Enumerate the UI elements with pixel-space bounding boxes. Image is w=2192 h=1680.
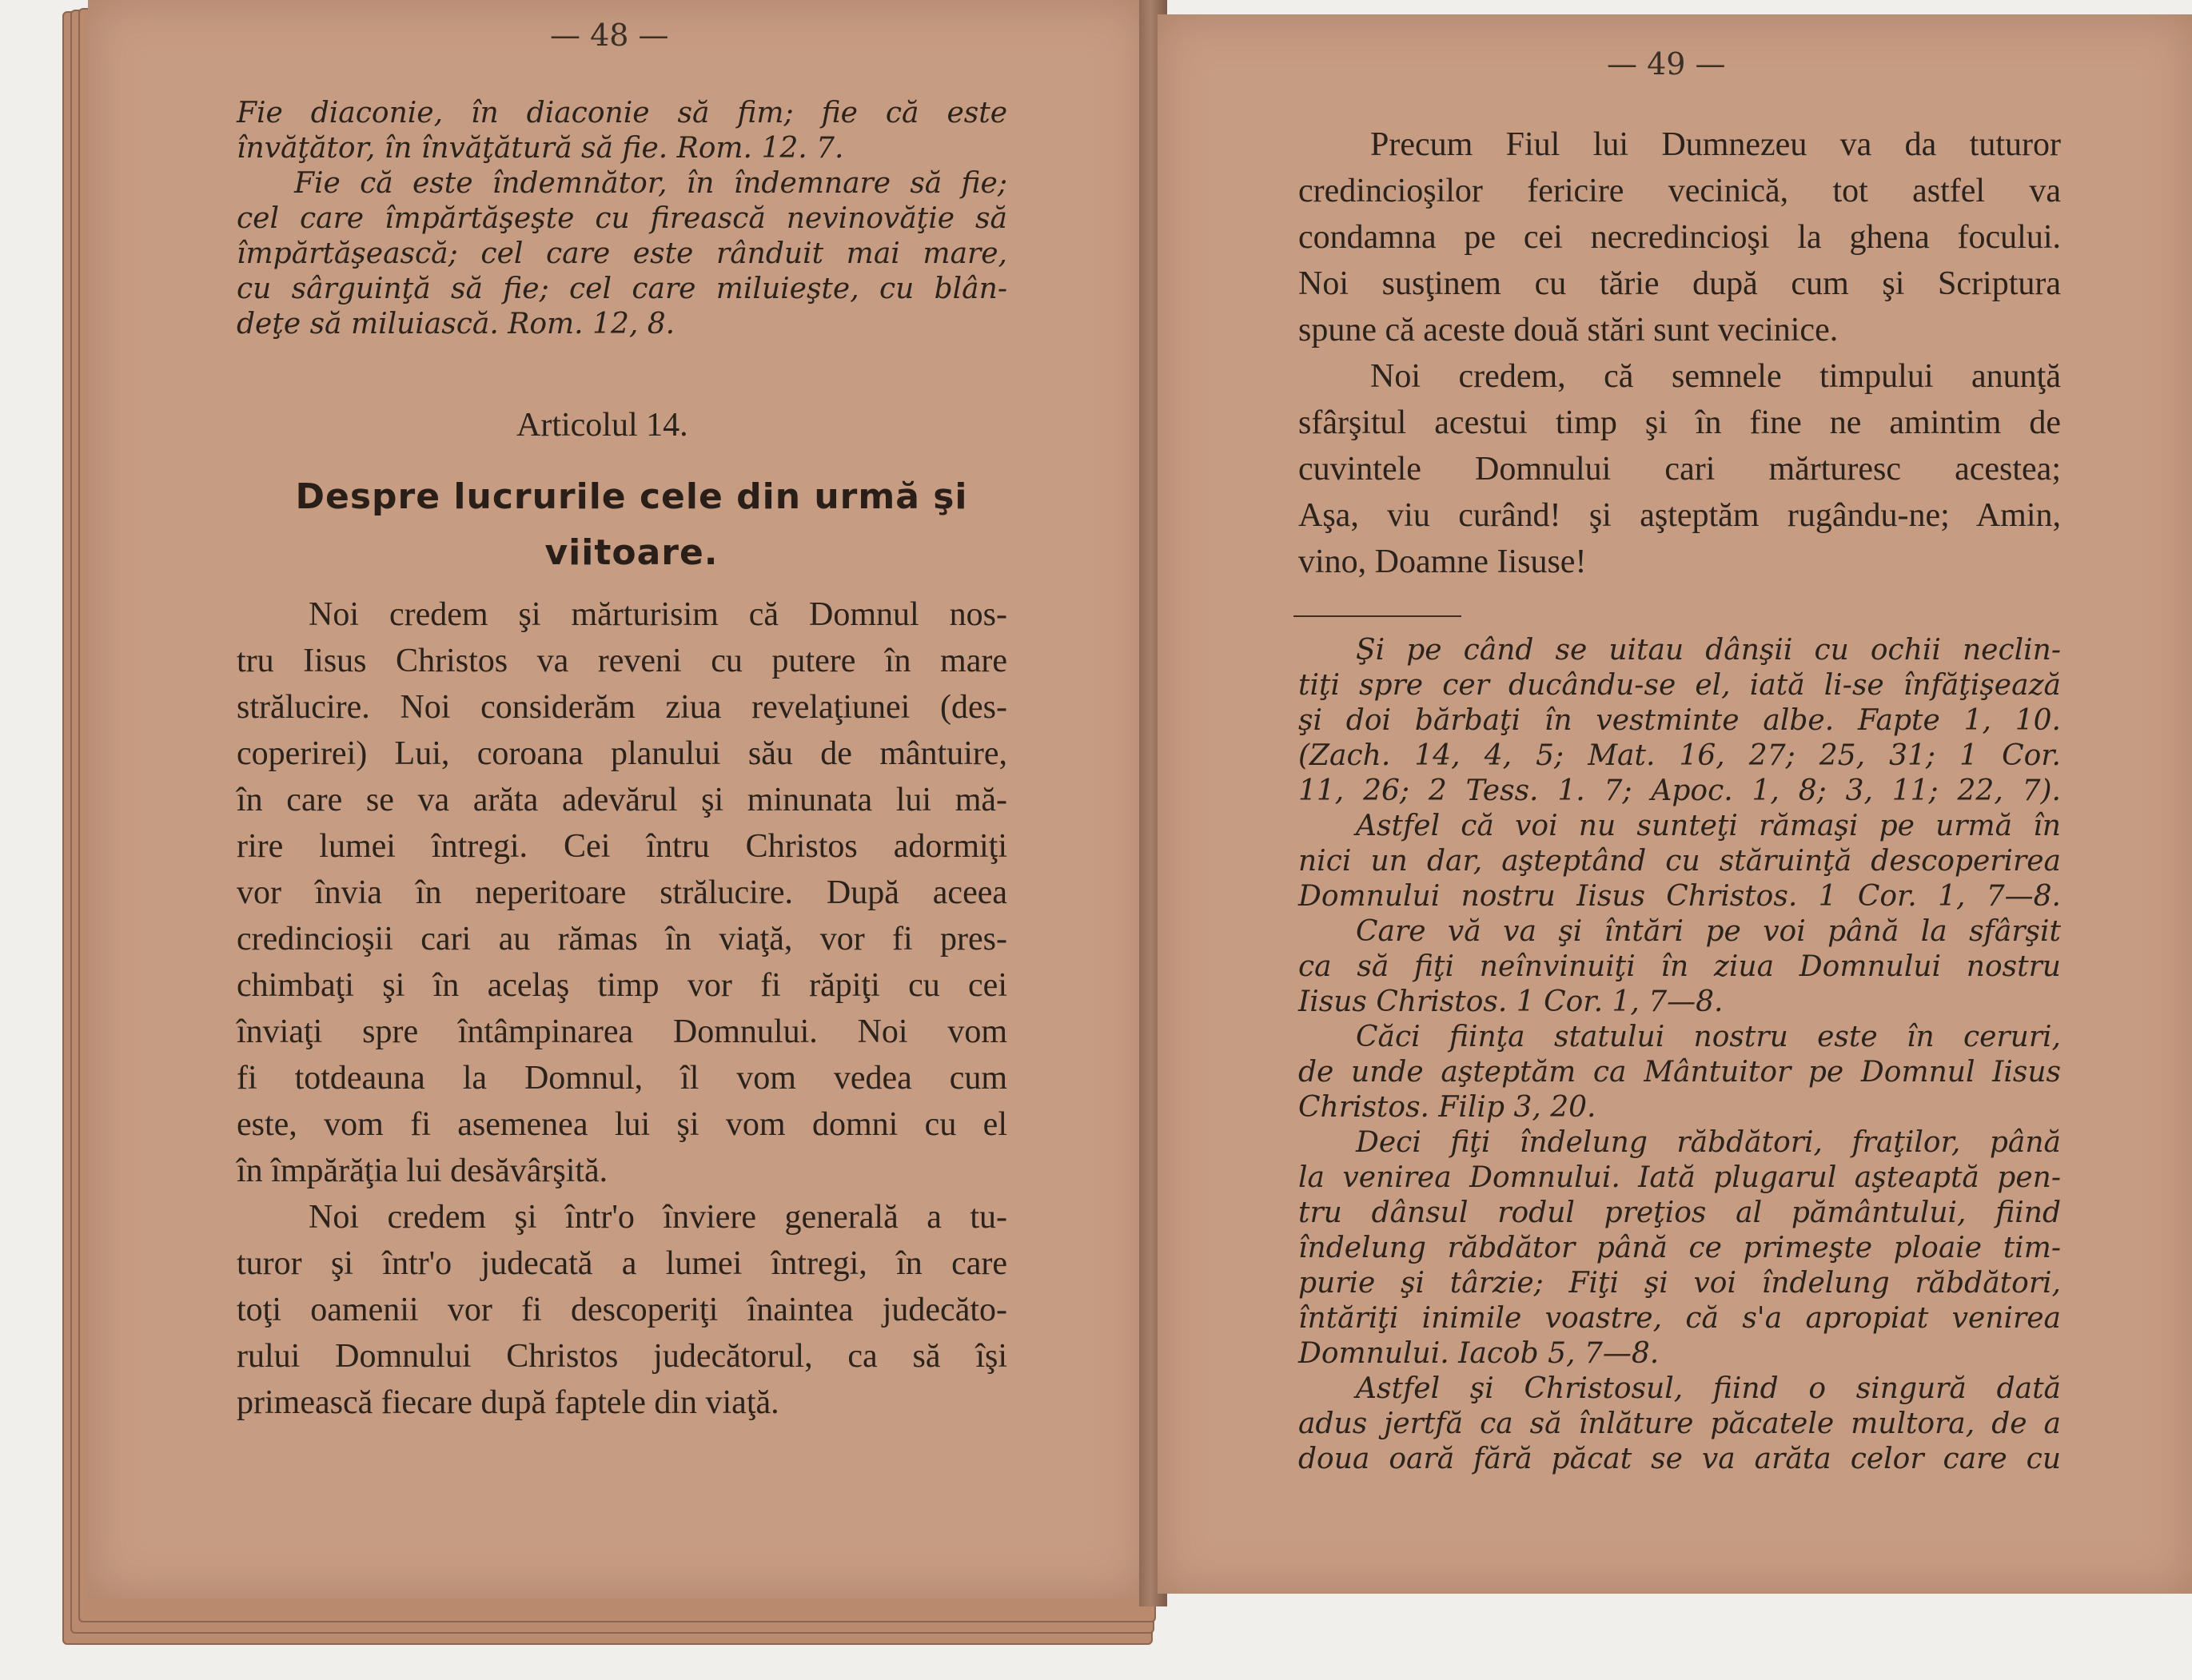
quote-line: cel care împărtăşeşte cu firească nevinovăţie să <box>237 202 1007 235</box>
body-line: primească fiecare după faptele din viaţă. <box>237 1384 779 1421</box>
body-line: condamna pe cei necredincioşi la ghena focului. <box>1298 219 2061 256</box>
article-heading-cont: viitoare. <box>544 532 719 573</box>
body-line: Noi credem şi într'o înviere generală a tu- <box>309 1199 1007 1236</box>
quote-line: Fie diaconie, în diaconie să fim; fie că este <box>237 97 1007 129</box>
quote-line: Christos. Filip 3, 20. <box>1298 1091 1596 1124</box>
body-line: Precum Fiul lui Dumnezeu va da tuturor <box>1370 126 2061 163</box>
body-line: Noi credem, că semnele timpului anunţă <box>1370 358 2061 395</box>
quote-line: împărtăşească; cel care este rânduit mai mare, <box>237 237 1007 270</box>
body-line: tru Iisus Christos va reveni cu putere în mare <box>237 643 1007 679</box>
quote-line: deţe să miluiască. Rom. 12, 8. <box>237 308 676 340</box>
quote-line: Care vă va şi întări pe voi până la sfârşit <box>1356 915 2061 948</box>
quote-line: întăriţi inimile voastre, că s'a apropiat venirea <box>1298 1302 2061 1335</box>
body-line: Noi susţinem cu tărie după cum şi Scriptura <box>1298 265 2061 302</box>
quote-line: doua oară fără păcat se va arăta celor care cu <box>1298 1443 2061 1475</box>
left-intro-quote <box>237 96 1007 342</box>
quote-line: (Zach. 14, 4, 5; Mat. 16, 27; 25, 31; 1 Cor. <box>1298 739 2061 772</box>
quote-line: Căci fiinţa statului nostru este în ceruri, <box>1356 1021 2061 1053</box>
body-line: înviaţi spre întâmpinarea Domnului. Noi vom <box>237 1013 1007 1050</box>
quote-line: Domnului nostru Iisus Christos. 1 Cor. 1, 7—8. <box>1298 880 2061 913</box>
quote-line: ca să fiţi neînvinuiţi în ziua Domnului nostru <box>1298 950 2061 983</box>
quote-line: şi doi bărbaţi în vestminte albe. Fapte 1, 10. <box>1298 704 2061 737</box>
body-line: rului Domnului Christos judecătorul, ca să îşi <box>237 1338 1007 1375</box>
page-number-left: — 48 — <box>550 18 669 53</box>
quote-line: 11, 26; 2 Tess. 1. 7; Apoc. 1, 8; 3, 11; 22, 7). <box>1298 774 2061 807</box>
body-line: fi totdeauna la Domnul, îl vom vedea cum <box>237 1060 1007 1097</box>
body-line: credincioşii cari au rămas în viaţă, vor fi pres- <box>237 921 1007 957</box>
quote-line: Domnului. Iacob 5, 7—8. <box>1298 1337 1660 1370</box>
quote-line: Deci fiţi îndelung răbdători, fraţilor, până <box>1356 1126 2061 1159</box>
body-line: chimbaţi şi în acelaş timp vor fi răpiţi cu cei <box>237 967 1007 1004</box>
quote-line: Iisus Christos. 1 Cor. 1, 7—8. <box>1298 985 1724 1018</box>
right-scripture-quotes <box>1298 633 2061 1477</box>
body-line: în care se va arăta adevărul şi minunata lui mă- <box>237 782 1007 818</box>
article-label: Articolul 14. <box>516 407 688 444</box>
quote-line: nici un dar, aşteptând cu stăruinţă descoperirea <box>1298 845 2061 878</box>
body-line: strălucire. Noi considerăm ziua revelaţiunei (des- <box>237 689 1007 726</box>
quote-line: învăţător, în învăţătură să fie. Rom. 12. 7. <box>237 132 844 165</box>
body-line: Aşa, viu curând! şi aşteptăm rugându-ne; Amin, <box>1298 497 2061 534</box>
body-line: rire lumei întregi. Cei întru Christos adormiţi <box>237 828 1007 865</box>
body-line: coperirei) Lui, coroana planului său de mântuire, <box>237 735 1007 772</box>
body-line: este, vom fi asemenea lui şi vom domni cu el <box>237 1106 1007 1143</box>
quote-line: îndelung răbdător până ce primeşte ploaie tim- <box>1298 1232 2061 1264</box>
body-line: spune că aceste două stări sunt vecinice. <box>1298 312 1839 348</box>
quote-line: Astfel şi Christosul, fiind o singură dată <box>1356 1372 2061 1405</box>
quote-line: de unde aşteptăm ca Mântuitor pe Domnul Iisus <box>1298 1056 2061 1089</box>
body-line: Noi credem şi mărturisim că Domnul nos- <box>309 596 1007 633</box>
body-line: toţi oamenii vor fi descoperiţi înaintea judecăto- <box>237 1292 1007 1328</box>
quote-line: la venirea Domnului. Iată plugarul aşteaptă pen- <box>1298 1161 2061 1194</box>
quote-line: Şi pe când se uitau dânşii cu ochii neclin- <box>1356 634 2061 667</box>
body-line: în împărăţia lui desăvârşită. <box>237 1153 608 1189</box>
left-body-text <box>237 591 1007 1426</box>
right-body-text <box>1298 121 2061 585</box>
article-heading: Despre lucrurile cele din urmă şi <box>295 476 968 517</box>
quote-line: adus jertfă ca să înlăture păcatele multora, de a <box>1298 1407 2061 1440</box>
quote-line: cu sârguinţă să fie; cel care miluieşte, cu blân- <box>237 273 1007 305</box>
body-line: vino, Doamne Iisuse! <box>1298 543 1587 580</box>
quote-line: Fie că este îndemnător, în îndemnare să fie; <box>294 167 1007 200</box>
quote-line: tiţi spre cer ducându-se el, iată li-se înfăţişează <box>1298 669 2061 702</box>
quote-line: tru dânsul rodul preţios al pământului, fiind <box>1298 1196 2061 1229</box>
section-divider <box>1293 615 1461 617</box>
body-line: vor învia în neperitoare strălucire. După aceea <box>237 874 1007 911</box>
body-line: turor şi într'o judecată a lumei întregi, în care <box>237 1245 1007 1282</box>
quote-line: Astfel că voi nu sunteţi rămaşi pe urmă în <box>1356 810 2061 842</box>
body-line: sfârşitul acestui timp şi în fine ne amintim de <box>1298 404 2061 441</box>
body-line: credincioşilor fericire vecinică, tot astfel va <box>1298 173 2061 209</box>
page-number-right: — 49 — <box>1607 46 1726 82</box>
body-line: cuvintele Domnului cari mărturesc acestea; <box>1298 451 2061 488</box>
quote-line: purie şi târzie; Fiţi şi voi îndelung răbdători, <box>1298 1267 2061 1300</box>
